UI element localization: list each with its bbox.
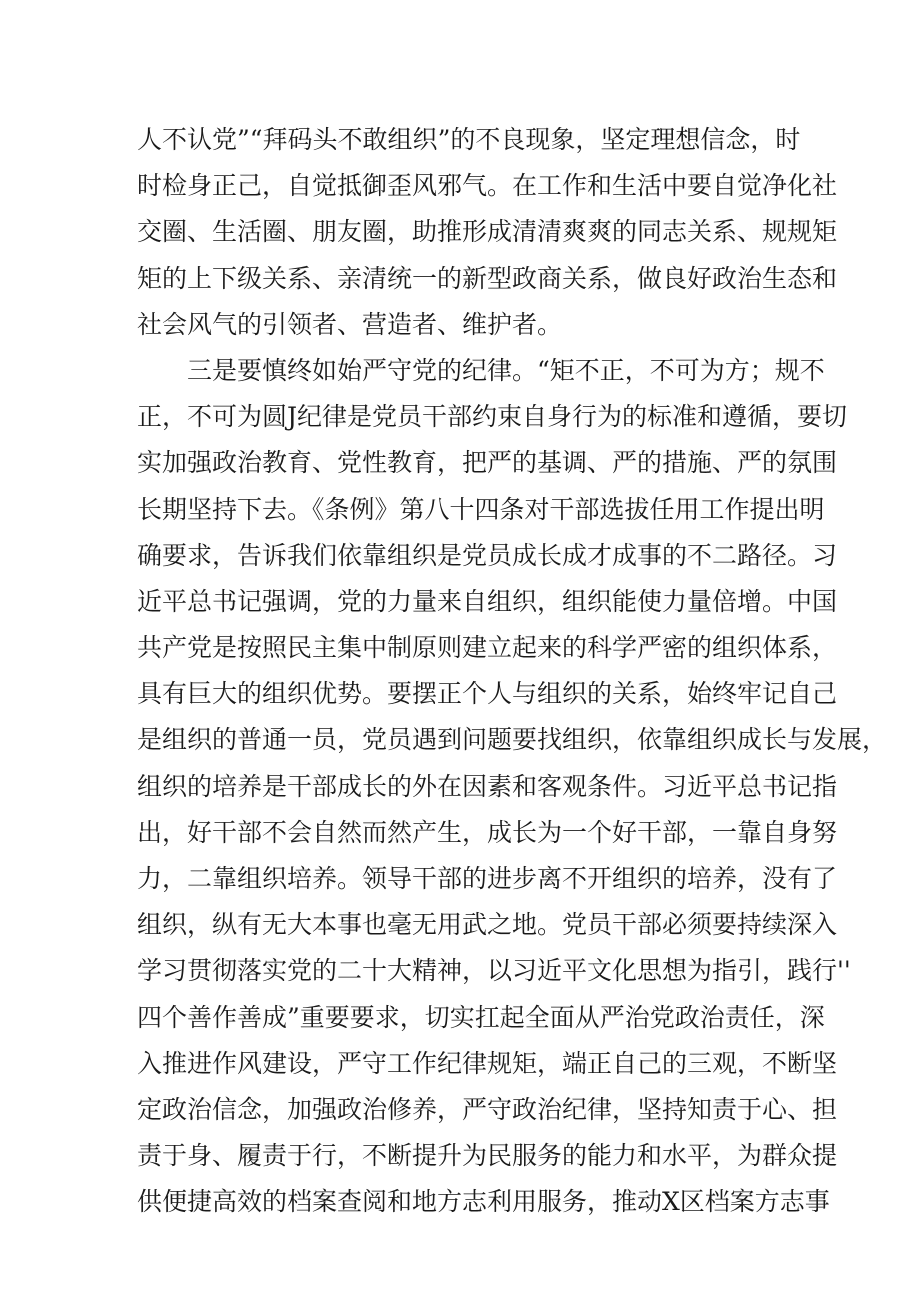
paragraph-line: 共产党是按照民主集中制原则建立起来的科学严密的组织体系， bbox=[137, 633, 838, 663]
paragraph-line: 入推进作风建设，严守工作纪律规矩，端正自己的三观，不断坚 bbox=[137, 1048, 838, 1078]
paragraph-line: 人不认党”“拜码头不敢组织”的不良现象，坚定理想信念，时 bbox=[137, 125, 801, 154]
paragraph-line: 定政治信念，加强政治修养，严守政治纪律，坚持知责于心、担 bbox=[137, 1094, 838, 1124]
document-body bbox=[137, 117, 888, 1226]
paragraph-line: 三是要慎终如始严守党的纪律。“矩不正，不可为方；规不 bbox=[187, 355, 825, 385]
paragraph-line: 四个善作善成”重要要求，切实扛起全面从严治党政治责任，深 bbox=[137, 1002, 825, 1032]
paragraph-line: 具有巨大的组织优势。要摆正个人与组织的关系，始终牢记自己 bbox=[137, 679, 838, 709]
paragraph-line: 实加强政治教育、党性教育，把严的基调、严的措施、严的氛围 bbox=[137, 448, 838, 478]
paragraph-line: 组织，纵有无大本事也毫无用武之地。党员干部必须要持续深入 bbox=[137, 910, 838, 940]
paragraph-line: 确要求，告诉我们依靠组织是党员成长成才成事的不二路径。习 bbox=[137, 540, 838, 570]
paragraph-line: 时检身正己，自觉抵御歪风邪气。在工作和生活中要自觉净化社 bbox=[137, 171, 838, 201]
paragraph-line: 正，不可为圆J纪律是党员干部约束自身行为的标准和遵循，要切 bbox=[137, 402, 848, 432]
paragraph-line: 出，好干部不会自然而然产生，成长为一个好干部，一靠自身努 bbox=[137, 817, 838, 847]
paragraph-line: 力，二靠组织培养。领导干部的进步离不开组织的培养，没有了 bbox=[137, 864, 838, 893]
paragraph-line: 交圈、生活圈、朋友圈，助推形成清清爽爽的同志关系、规规矩 bbox=[137, 217, 838, 247]
paragraph-line: 是组织的普通一员，党员遇到问题要找组织，依靠组织成长与发展， bbox=[137, 725, 888, 755]
paragraph-line: 组织的培养是干部成长的外在因素和客观条件。习近平总书记指 bbox=[137, 771, 838, 801]
paragraph-line: 社会风气的引领者、营造者、维护者。 bbox=[137, 309, 563, 339]
paragraph-line: 学习贯彻落实党的二十大精神，以习近平文化思想为指引，践行'' bbox=[137, 956, 851, 986]
paragraph-line: 近平总书记强调，党的力量来自组织，组织能使力量倍增。中国 bbox=[137, 586, 838, 616]
paragraph-line: 供便捷高效的档案查阅和地方志利用服务，推动X区档案方志事 bbox=[137, 1187, 830, 1217]
paragraph-line: 责于身、履责于行，不断提升为民服务的能力和水平，为群众提 bbox=[137, 1141, 838, 1171]
paragraph-line: 长期坚持下去。《条例》第八十四条对干部选拔任用工作提出明 bbox=[137, 494, 825, 524]
paragraph-line: 矩的上下级关系、亲清统一的新型政商关系，做良好政治生态和 bbox=[137, 263, 838, 293]
